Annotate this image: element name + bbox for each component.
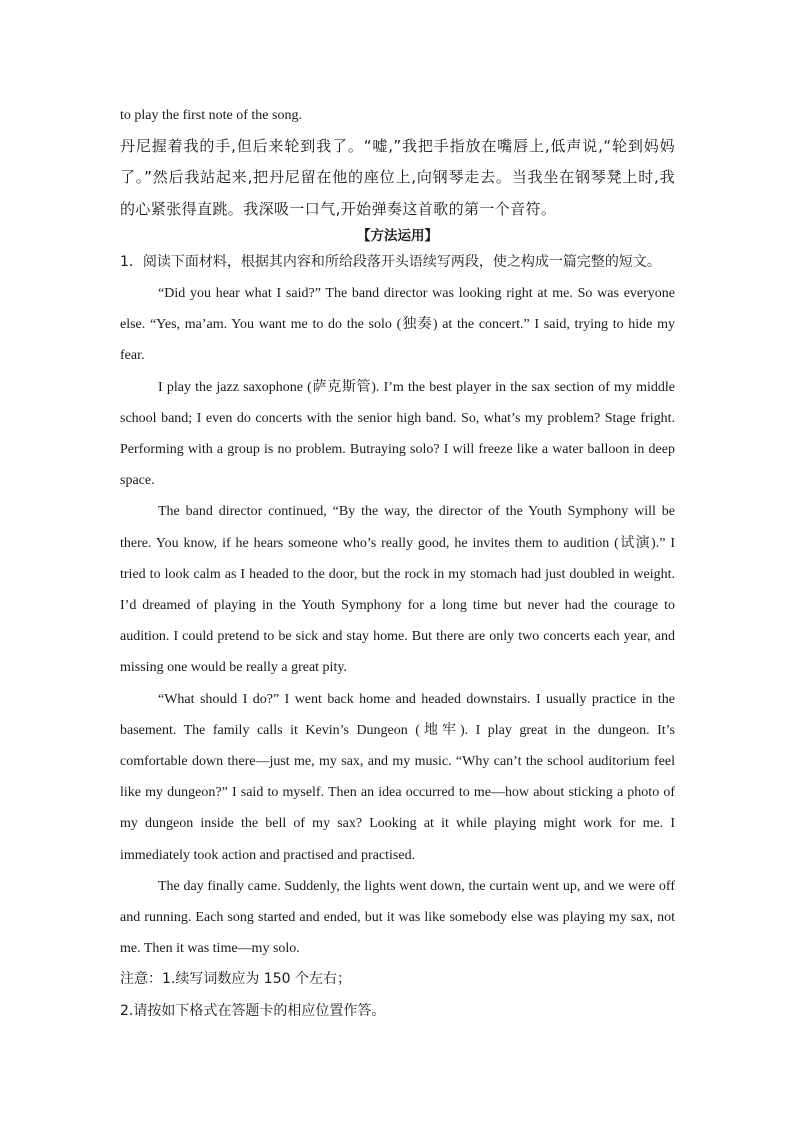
note-line-2: 2.请按如下格式在答题卡的相应位置作答。 [120, 1002, 386, 1019]
section-heading: 【方法运用】 [357, 227, 438, 244]
chinese-translation: 丹尼握着我的手,但后来轮到我了。“嘘,”我把手指放在嘴唇上,低声说,“轮到妈妈了。”然后我站起来,把丹尼留在他的座位上,向钢琴走去。当我坐在钢琴凳上时,我的心紧张得直跳。我深吸一口气,开始弹奏这首歌的第一个音符。 [120, 137, 675, 218]
question-prompt: 1．阅读下面材料，根据其内容和所给段落开头语续写两段，使之构成一篇完整的短文。 [120, 253, 661, 270]
intro-line: to play the first note of the song. [120, 108, 302, 123]
note-line-1: 注意：1.续写词数应为 150 个左右； [120, 971, 351, 988]
paragraph-4: “What should I do?” I went back home and headed downstairs. I usually practice in the basement. The family calls it Kevin’s Dungeon (地牢). I play great in the dungeon. It’s comfortable down there—just me, my sax, and my music. “Why can’t the school auditorium feel like my dungeon?” I said to myself. Then an idea occurred to me—how about sticking a photo of my dungeon inside the bell of my sax? Looking at it while playing might work for me. I immediately took action and practised and practised. [120, 691, 675, 863]
paragraph-2: I play the jazz saxophone (萨克斯管). I’m the best player in the sax section of my middle school band; I even do concerts with the senior high band. So, what’s my problem? Stage fright. Performing with a group is no problem. Butraying solo? I will freeze like a water balloon in deep space. [120, 379, 675, 489]
paragraph-5: The day finally came. Suddenly, the lights went down, the curtain went up, and we were off and running. Each song started and ended, but it was like somebody else was playing my sax, not me. Then it was time—my solo. [120, 878, 675, 957]
paragraph-3: The band director continued, “By the way, the director of the Youth Symphony will be there. You know, if he hears someone who’s really good, he invites them to audition (试演).” I tried to look calm as I headed to the door, but the rock in my stomach had just doubled in weight. I’d dreamed of playing in the Youth Symphony for a long time but never had the courage to audition. I could pretend to be sick and stay home. But there are only two concerts each year, and missing one would be really a great pity. [120, 504, 675, 676]
document-page [120, 100, 675, 1027]
paragraph-1: “Did you hear what I said?” The band director was looking right at me. So was everyone else. “Yes, ma’am. You want me to do the solo (独奏) at the concert.” I said, trying to hide my fear. [120, 286, 675, 364]
